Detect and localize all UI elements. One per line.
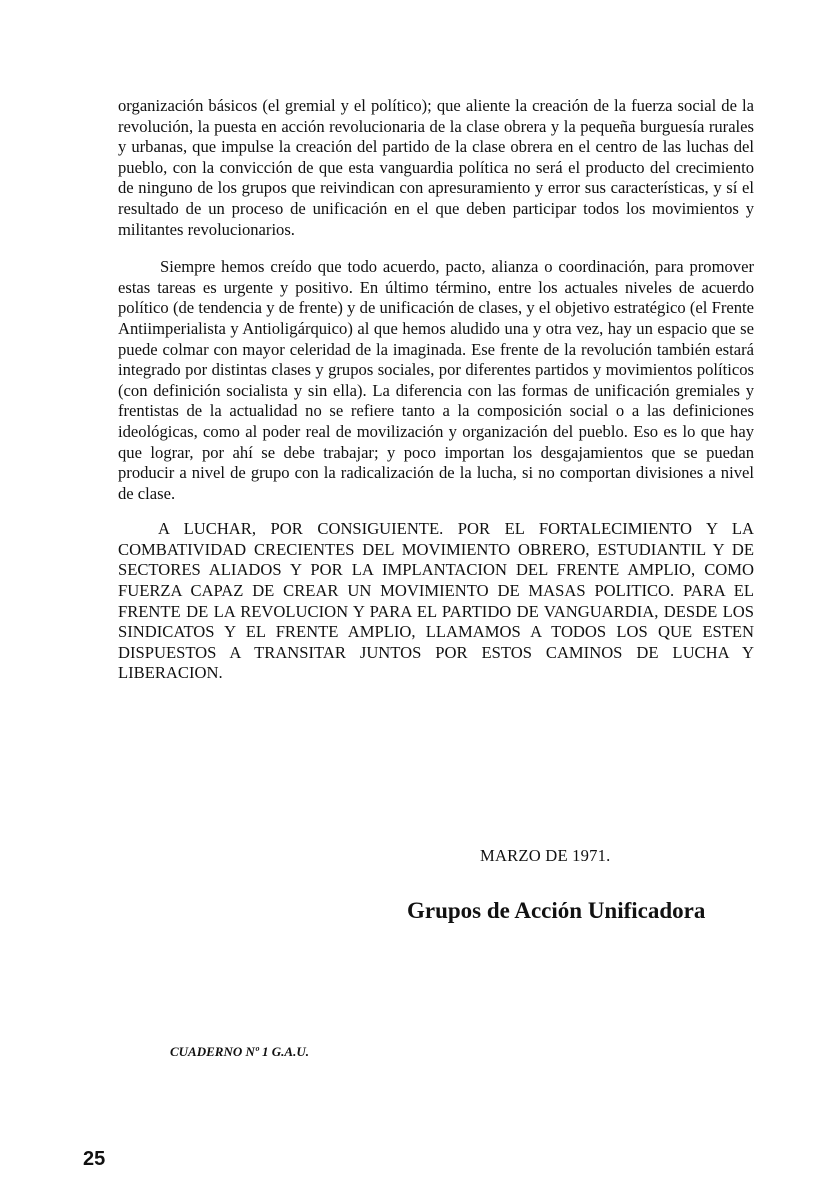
signature: Grupos de Acción Unificadora (407, 898, 706, 923)
closing-call-paragraph: A LUCHAR, POR CONSIGUIENTE. POR EL FORTALECIMIENTO Y LA COMBATIVIDAD CRECIENTES DEL MOVIMIENTO OBRERO, ESTUDIANTIL Y DE SECTORES ALIADOS Y POR LA IMPLANTACION DEL FRENTE AMPLIO, COMO FUERZA CAPAZ DE CREAR UN MOVIMIENTO DE MASAS POLITICO. PARA EL FRENTE DE LA REVOLUCION Y PARA EL PARTIDO DE VANGUARDIA, DESDE LOS SINDICATOS Y EL FRENTE AMPLIO, LLAMAMOS A TODOS LOS QUE ESTEN DISPUESTOS A TRANSITAR JUNTOS POR ESTOS CAMINOS DE LUCHA Y LIBERACION. (118, 519, 754, 683)
footer-label: CUADERNO Nº 1 G.A.U. (170, 1044, 309, 1059)
paragraph: organización básicos (el gremial y el político); que aliente la creación de la fuerza social de la revolución, la puesta en acción revolucionaria de la clase obrera y la pequeña burguesía rurales y urbanas, que impulse la creación del partido de la clase obrera en el centro de las luchas del pueblo, con la convicción de que esta vanguardia política no será el producto del crecimiento de ninguno de los grupos que reivindican con apresuramiento y error sus características, y sí el resultado de un proceso de unificación en el que deben participar todos los movimientos y militantes revolucionarios. (118, 96, 754, 239)
body-text (118, 96, 754, 684)
document-date: MARZO DE 1971. (480, 846, 611, 865)
paragraph: Siempre hemos creído que todo acuerdo, pacto, alianza o coordinación, para promover estas tareas es urgente y positivo. En último término, entre los actuales niveles de acuerdo político (de tendencia y de frente) y de unificación de clases, y el objetivo estratégico (el Frente Antiimperialista y Antioligárquico) al que hemos aludido una y otra vez, hay un espacio que se puede colmar con mayor celeridad de la imaginada. Ese frente de la revolución también estará integrado por distintas clases y grupos sociales, por diferentes partidos y movimientos políticos (con definición socialista y sin ella). La diferencia con las formas de unificación gremiales y frentistas de la actualidad no se refiere tanto a la composición social o a las definiciones ideológicas, como al poder real de movilización y organización del pueblo. Eso es lo que hay que lograr, por ahí se debe trabajar; y poco importan los desgajamientos que se puedan producir a nivel de grupo con la radicalización de la lucha, si no comportan divisiones a nivel de clase. (118, 257, 754, 503)
page-number: 25 (83, 1148, 106, 1170)
